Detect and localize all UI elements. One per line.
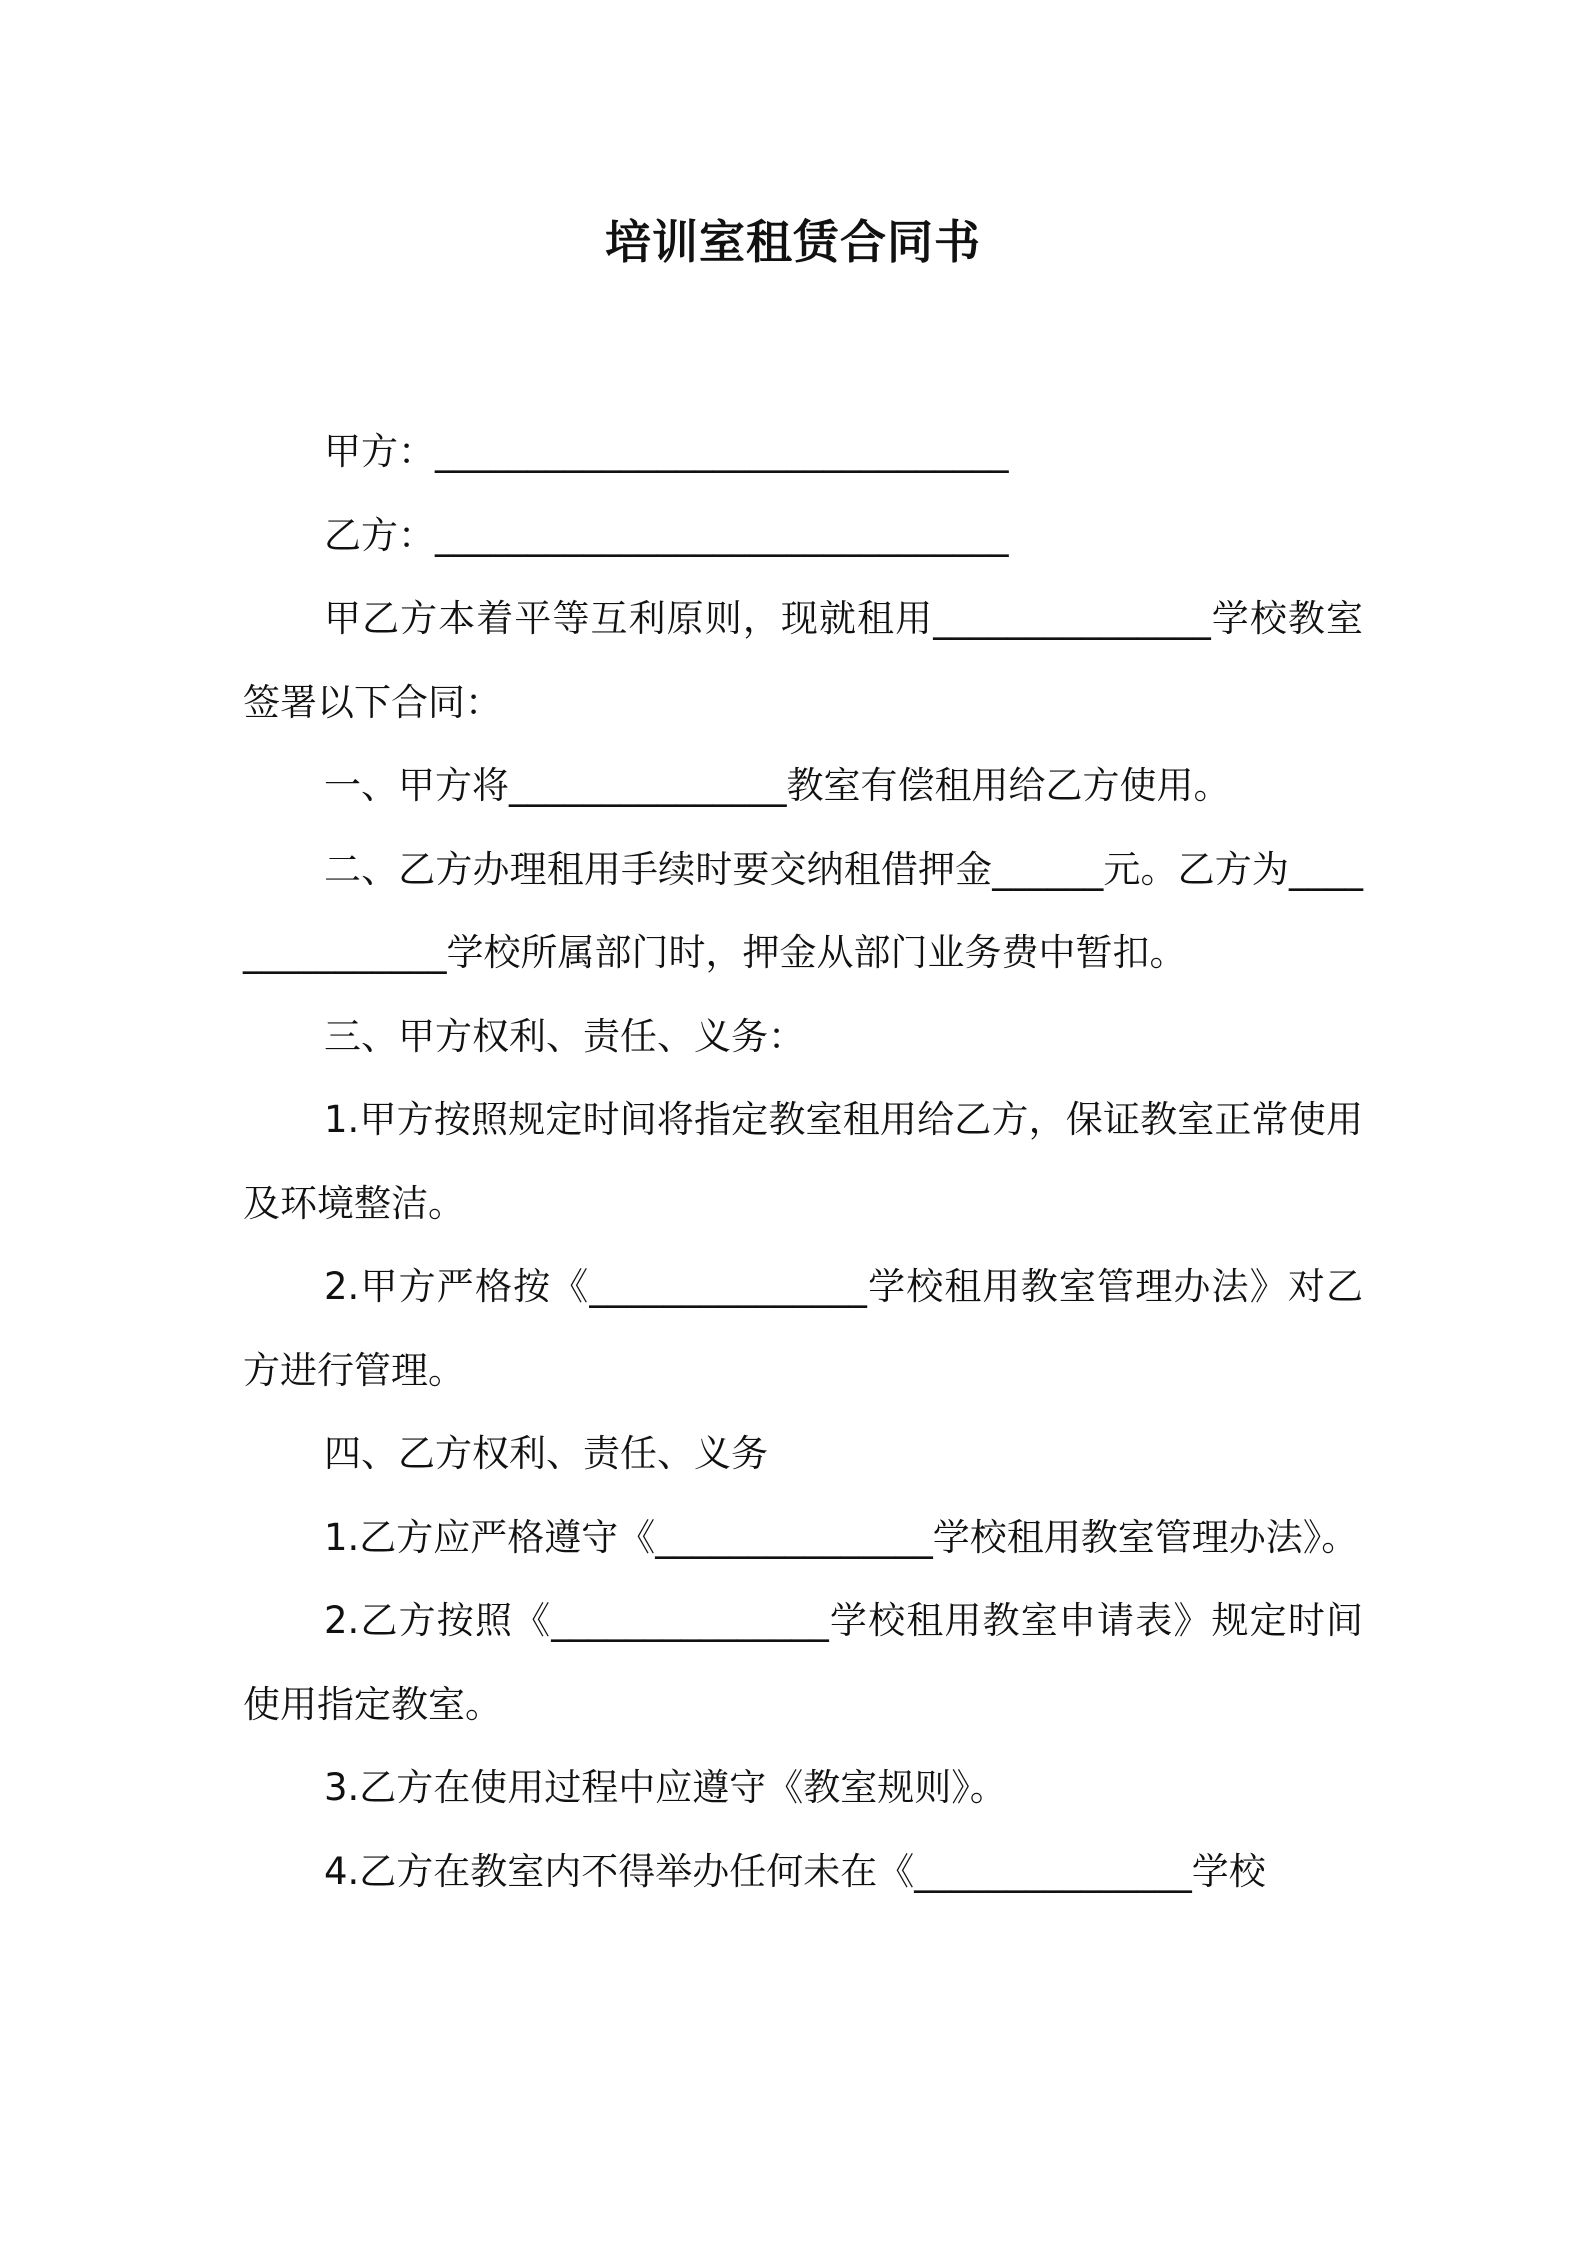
clause-four-heading: 四、乙方权利、责任、义务	[324, 1432, 768, 1475]
document-title: 培训室租赁合同书	[605, 215, 981, 269]
clause-four-item-2: 2.乙方按照《_______________学校租用教室申请表》规定时间使用指定教室。	[243, 1599, 1363, 1726]
clause-three-item-2: 2.甲方严格按《_______________学校租用教室管理办法》对乙方进行管理。	[243, 1265, 1363, 1392]
party-a-line: 甲方：_______________________________	[324, 430, 1009, 473]
clause-three-heading: 三、甲方权利、责任、义务：	[324, 1014, 805, 1058]
clause-three-item-1: 1.甲方按照规定时间将指定教室租用给乙方，保证教室正常使用及环境整洁。	[243, 1098, 1363, 1225]
party-b-line: 乙方：_______________________________	[324, 513, 1009, 557]
contract-body	[243, 410, 1363, 1913]
clause-four-item-3: 3.乙方在使用过程中应遵守《教室规则》。	[324, 1766, 1007, 1809]
clause-four-item-4: 4.乙方在教室内不得举办任何未在《_______________学校	[324, 1849, 1266, 1893]
clause-one: 一、甲方将_______________教室有偿租用给乙方使用。	[324, 764, 1231, 807]
clause-four-item-1: 1.乙方应严格遵守《_______________学校租用教室管理办法》。	[324, 1515, 1359, 1559]
clause-two: 二、乙方办理租用手续时要交纳租借押金______元。乙方为_______________学校所属部门时，押金从部门业务费中暂扣。	[243, 847, 1363, 974]
contract-intro: 甲乙方本着平等互利原则，现就租用_______________学校教室签署以下合同：	[243, 597, 1363, 724]
